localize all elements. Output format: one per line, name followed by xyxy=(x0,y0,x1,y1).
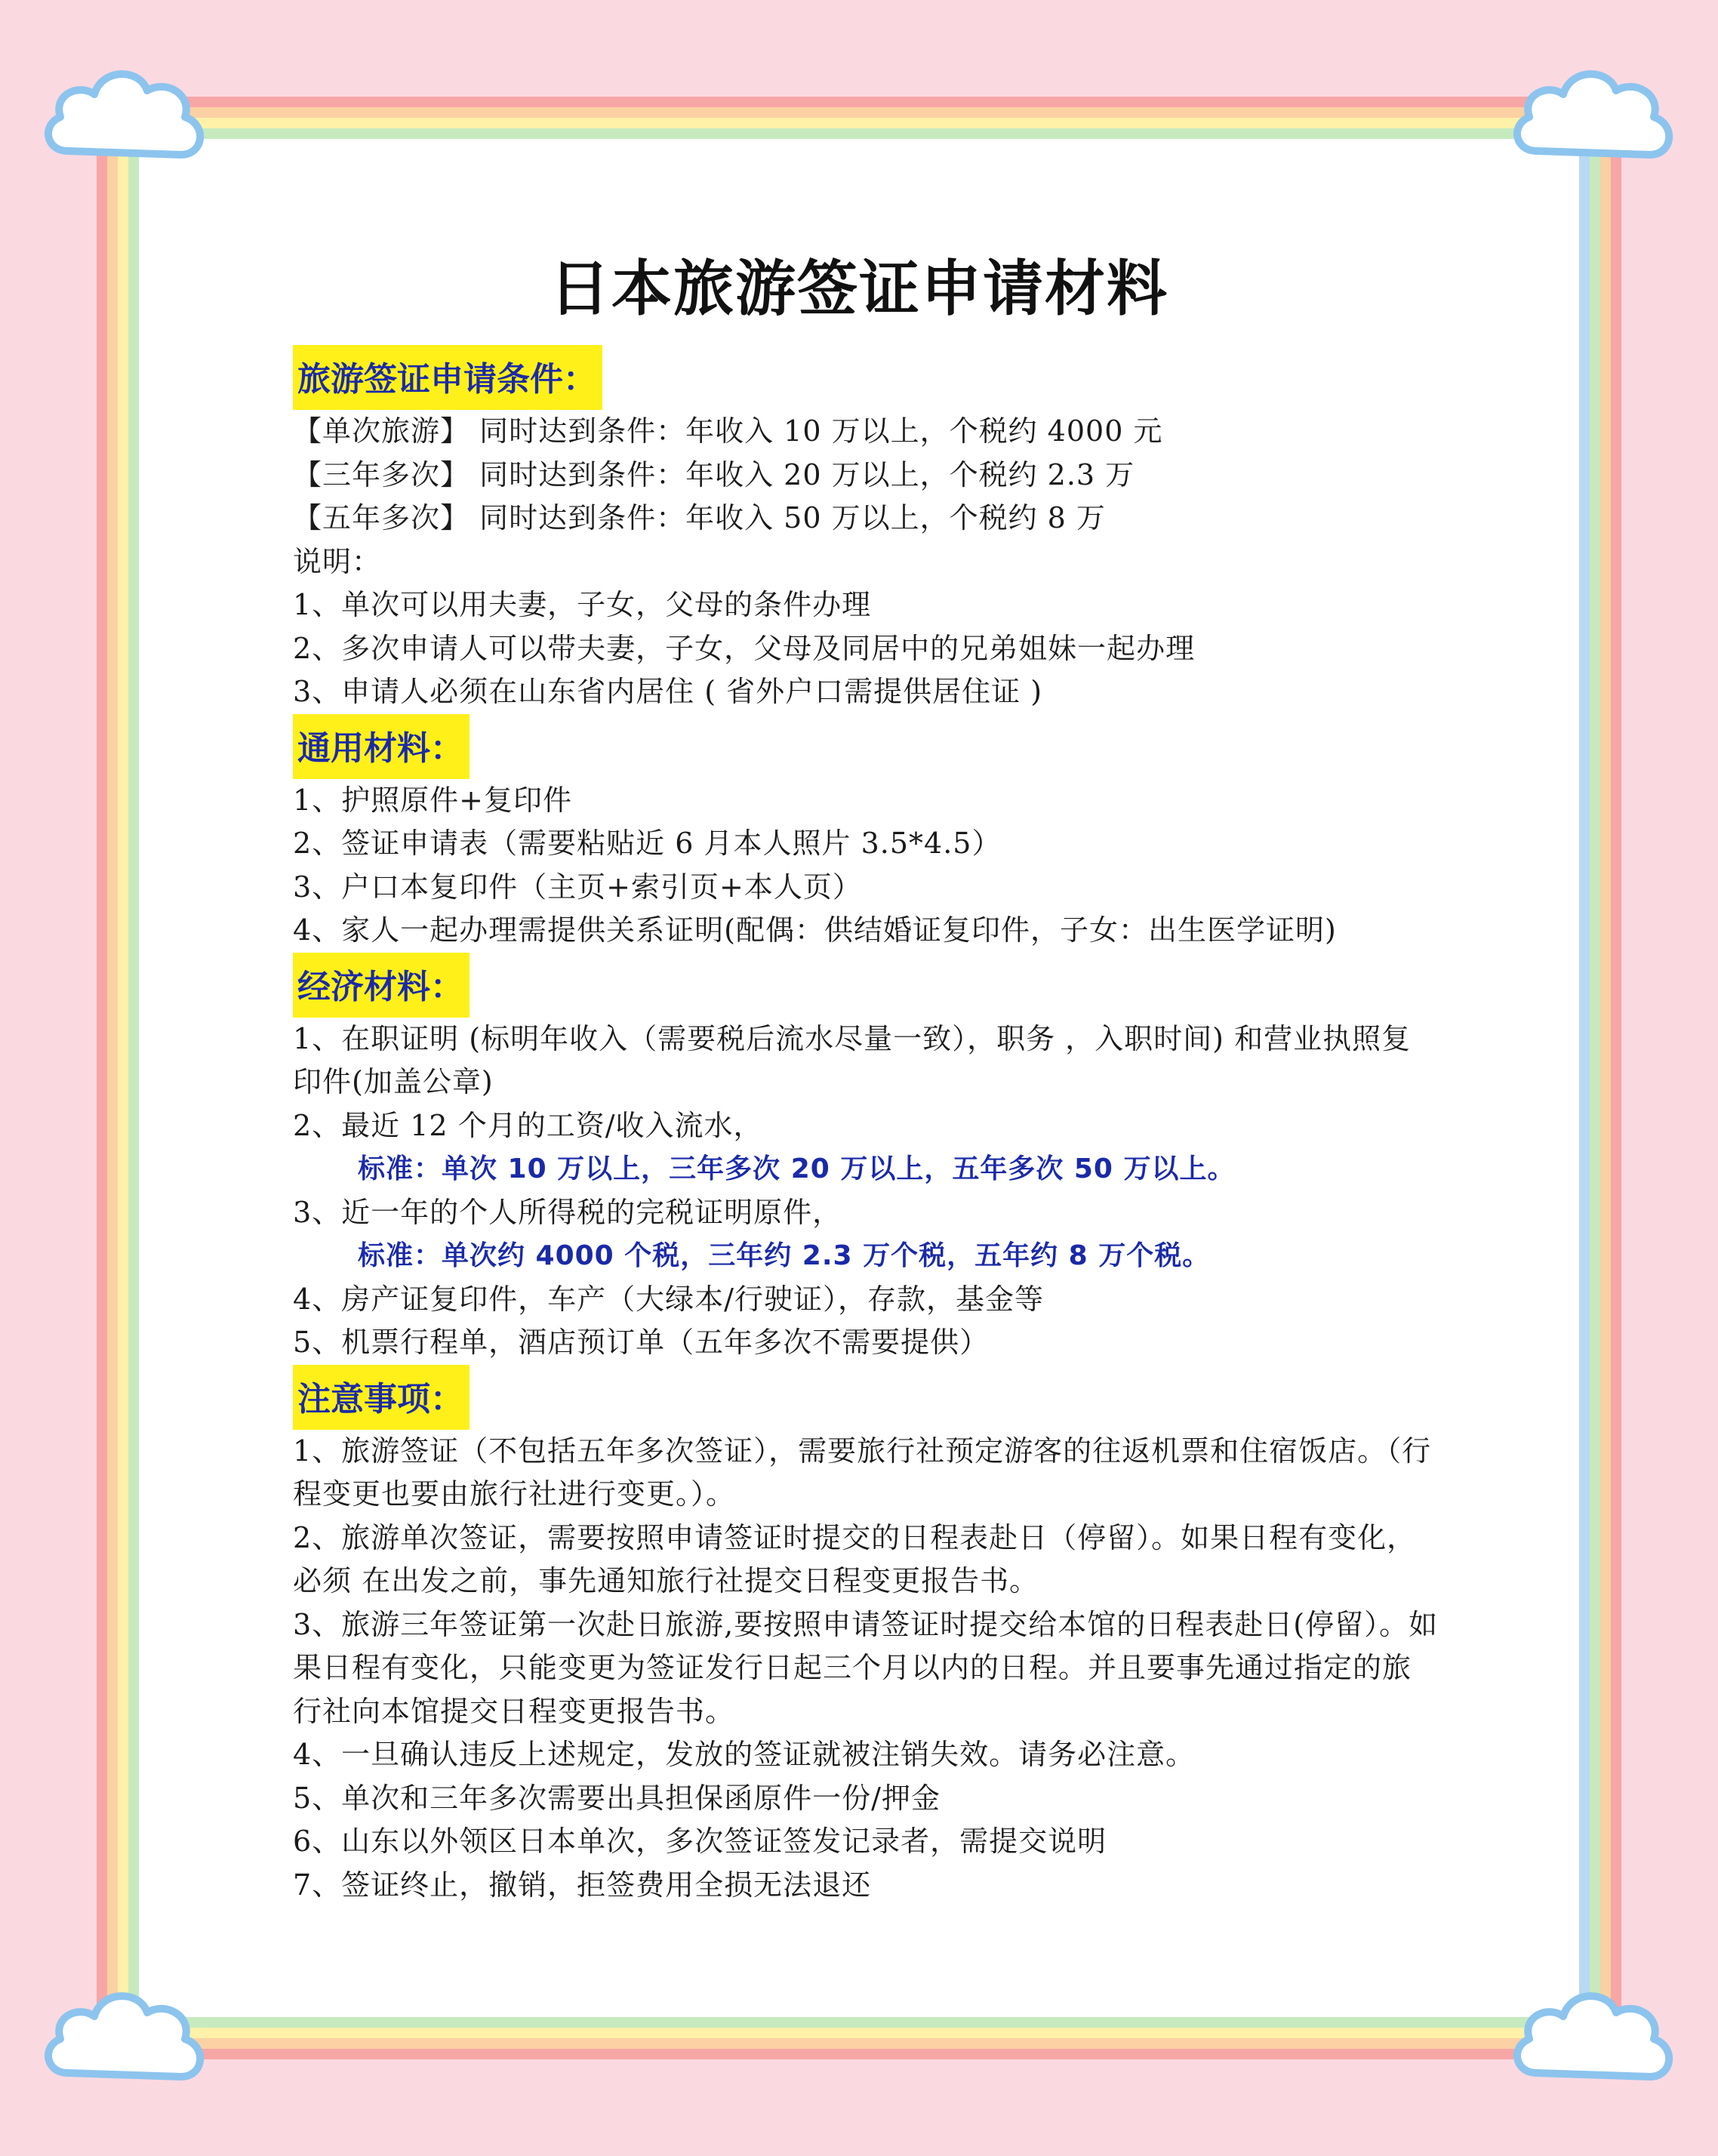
list-item: 1、单次可以用夫妻，子女，父母的条件办理 xyxy=(293,588,872,621)
standard-note: 标准：单次约 4000 个税，三年约 2.3 万个税，五年约 8 万个税。 xyxy=(358,1240,1211,1271)
section-heading: 注意事项： xyxy=(293,1365,470,1430)
frame-bottom-edge xyxy=(113,2007,1605,2059)
list-item: 7、签证终止，撤销，拒签费用全损无法退还 xyxy=(293,1868,872,1902)
list-item: 4、房产证复印件，车产（大绿本/行驶证），存款，基金等 xyxy=(293,1282,1044,1316)
list-item: 4、一旦确认违反上述规定，发放的签证就被注销失效。请务必注意。 xyxy=(293,1738,1196,1771)
list-item: 2、多次申请人可以带夫妻，子女，父母及同居中的兄弟姐妹一起办理 xyxy=(293,631,1196,665)
section-heading: 旅游签证申请条件： xyxy=(293,345,602,410)
section-conditions xyxy=(293,345,1440,714)
cloud-icon xyxy=(1507,1975,1680,2103)
list-item: 1、旅游签证（不包括五年多次签证），需要旅行社预定游客的往返机票和住宿饭店。（行程变更也要由旅行社进行变更。）。 xyxy=(293,1434,1432,1511)
cloud-icon xyxy=(38,53,211,181)
list-item: 4、家人一起办理需提供关系证明(配偶：供结婚证复印件，子女：出生医学证明) xyxy=(293,913,1337,947)
list-item: 【三年多次】 同时达到条件：年收入 20 万以上，个税约 2.3 万 xyxy=(293,457,1135,491)
document-content xyxy=(293,240,1440,1907)
standard-note: 标准：单次 10 万以上，三年多次 20 万以上，五年多次 50 万以上。 xyxy=(358,1153,1236,1184)
cloud-icon xyxy=(38,1975,211,2103)
list-item: 2、旅游单次签证，需要按照申请签证时提交的日程表赴日（停留）。如果日程有变化，必须 在出发之前，事先通知旅行社提交日程变更报告书。 xyxy=(293,1520,1417,1597)
list-item: 3、申请人必须在山东省内居住 ( 省外户口需提供居住证 ) xyxy=(293,675,1043,708)
list-item: 1、在职证明 (标明年收入（需要税后流水尽量一致），职务 ，入职时间) 和营业执照复印件(加盖公章) xyxy=(293,1021,1412,1098)
list-item: 5、机票行程单，酒店预订单（五年多次不需要提供） xyxy=(293,1326,990,1359)
section-financial-materials xyxy=(293,953,1440,1365)
frame-left-edge xyxy=(97,113,149,2043)
section-heading: 通用材料： xyxy=(293,714,470,779)
section-general-materials xyxy=(293,714,1440,953)
list-item: 6、山东以外领区日本单次，多次签证签发记录者，需提交说明 xyxy=(293,1825,1107,1858)
list-item: 2、最近 12 个月的工资/收入流水， xyxy=(293,1108,763,1142)
list-item: 【五年多次】 同时达到条件：年收入 50 万以上，个税约 8 万 xyxy=(293,501,1106,534)
list-item: 3、旅游三年签证第一次赴日旅游,要按照申请签证时提交给本馆的日程表赴日(停留）。如果日程有变化，只能变更为签证发行日起三个月以内的日程。并且要事先通过指定的旅行社向本馆提交日程变更报告书。 xyxy=(293,1607,1439,1728)
list-item: 5、单次和三年多次需要出具担保函原件一份/押金 xyxy=(293,1781,941,1815)
page-title: 日本旅游签证申请材料 xyxy=(550,255,1168,322)
list-item: 1、护照原件+复印件 xyxy=(293,783,573,817)
list-item: 3、户口本复印件（主页+索引页+本人页） xyxy=(293,870,862,904)
frame-right-edge xyxy=(1569,113,1621,2043)
list-item: 【单次旅游】 同时达到条件：年收入 10 万以上，个税约 4000 元 xyxy=(293,414,1163,448)
list-item: 2、签证申请表（需要粘贴近 6 月本人照片 3.5*4.5） xyxy=(293,827,1002,860)
list-item: 3、近一年的个人所得税的完税证明原件， xyxy=(293,1195,842,1229)
cloud-icon xyxy=(1507,53,1680,181)
section-heading: 经济材料： xyxy=(293,953,470,1018)
list-item: 说明： xyxy=(293,544,382,578)
section-notes xyxy=(293,1365,1440,1908)
frame-top-edge xyxy=(113,97,1605,149)
